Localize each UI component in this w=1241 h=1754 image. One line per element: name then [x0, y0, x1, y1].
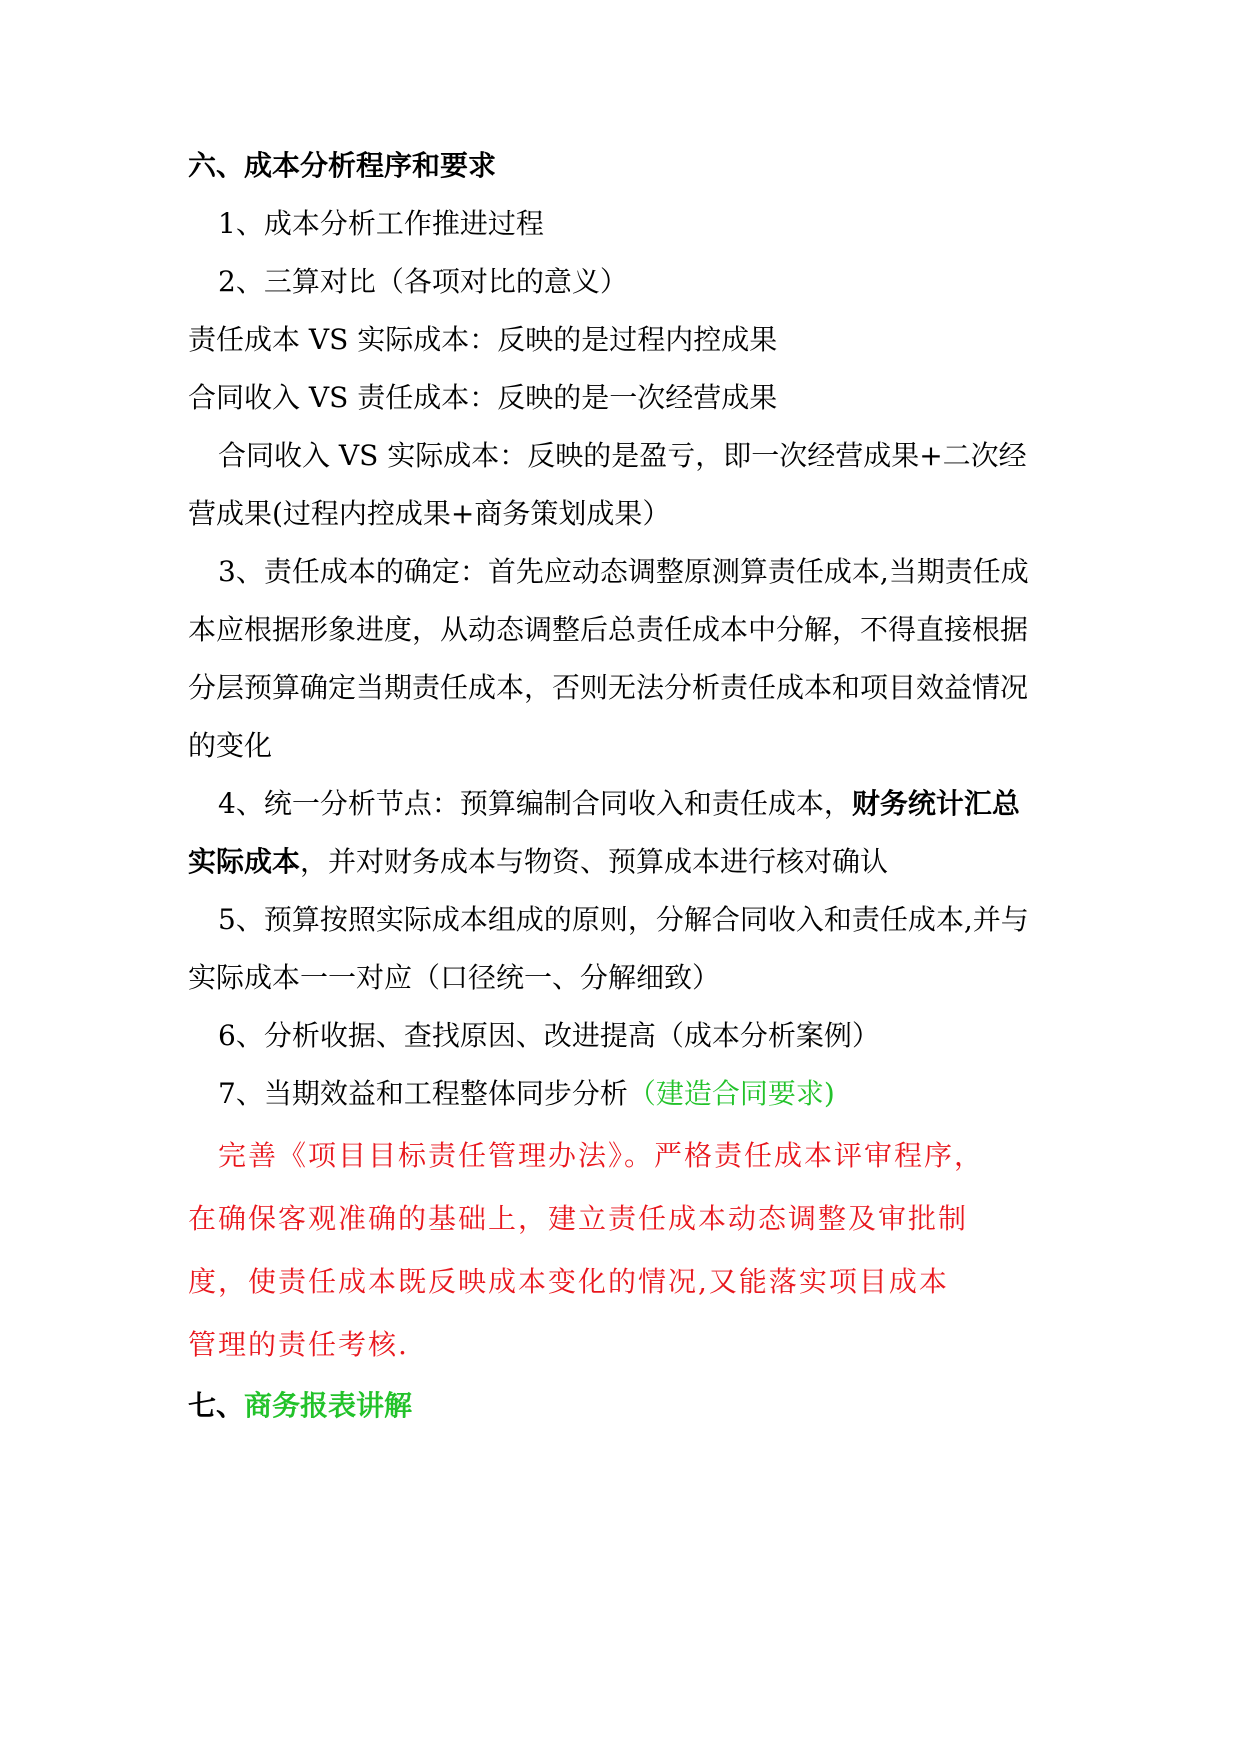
red-note-line-1: 完善《项目目标责任管理办法》。严格责任成本评审程序，: [218, 1139, 985, 1172]
section-7-title: 商务报表讲解: [244, 1389, 413, 1422]
item-3-line-4: 的变化: [188, 729, 273, 762]
red-note-line-2: 在确保客观准确的基础上，建立责任成本动态调整及审批制: [188, 1202, 969, 1235]
compare-2: 合同收入 VS 责任成本：反映的是一次经营成果: [188, 381, 778, 414]
item-4-line-1: [218, 784, 1088, 824]
compare-1: 责任成本 VS 实际成本：反映的是过程内控成果: [188, 323, 778, 356]
item-3-line-2: 本应根据形象进度，从动态调整后总责任成本中分解，不得直接根据: [188, 613, 1029, 646]
item-7-green-text: （建造合同要求): [627, 1077, 835, 1110]
item-4-line-2: [188, 842, 1058, 882]
compare-3-line-2: 营成果(过程内控成果+商务策划成果）: [188, 497, 671, 530]
item-6: 6、分析收据、查找原因、改进提高（成本分析案例）: [218, 1019, 880, 1052]
item-4-text: 4、统一分析节点：预算编制合同收入和责任成本，: [218, 787, 852, 820]
item-5-line-2: 实际成本一一对应（口径统一、分解细致）: [188, 961, 721, 994]
item-5-line-1: 5、预算按照实际成本组成的原则，分解合同收入和责任成本,并与: [218, 903, 1029, 936]
section-7-heading: [188, 1386, 1058, 1426]
item-4-text-2: ，并对财务成本与物资、预算成本进行核对确认: [300, 845, 889, 878]
section-6-heading: 六、成本分析程序和要求: [188, 149, 497, 182]
item-4-bold-text-2: 实际成本: [188, 845, 301, 878]
item-2: 2、三算对比（各项对比的意义）: [218, 265, 628, 298]
item-7-text: 7、当期效益和工程整体同步分析: [218, 1077, 628, 1110]
item-3-line-1: 3、责任成本的确定：首先应动态调整原测算责任成本,当期责任成: [218, 555, 1029, 588]
red-note-line-3: 度，使责任成本既反映成本变化的情况,又能落实项目成本: [188, 1265, 949, 1298]
item-7: [218, 1074, 1088, 1114]
red-note-line-4: 管理的责任考核.: [188, 1328, 409, 1361]
item-4-bold-text: 财务统计汇总: [851, 787, 1020, 820]
compare-3-line-1: 合同收入 VS 实际成本：反映的是盈亏，即一次经营成果+二次经: [218, 439, 1027, 472]
item-1: 1、成本分析工作推进过程: [218, 207, 544, 240]
section-7-prefix: 七、: [188, 1389, 245, 1422]
item-3-line-3: 分层预算确定当期责任成本，否则无法分析责任成本和项目效益情况: [188, 671, 1029, 704]
